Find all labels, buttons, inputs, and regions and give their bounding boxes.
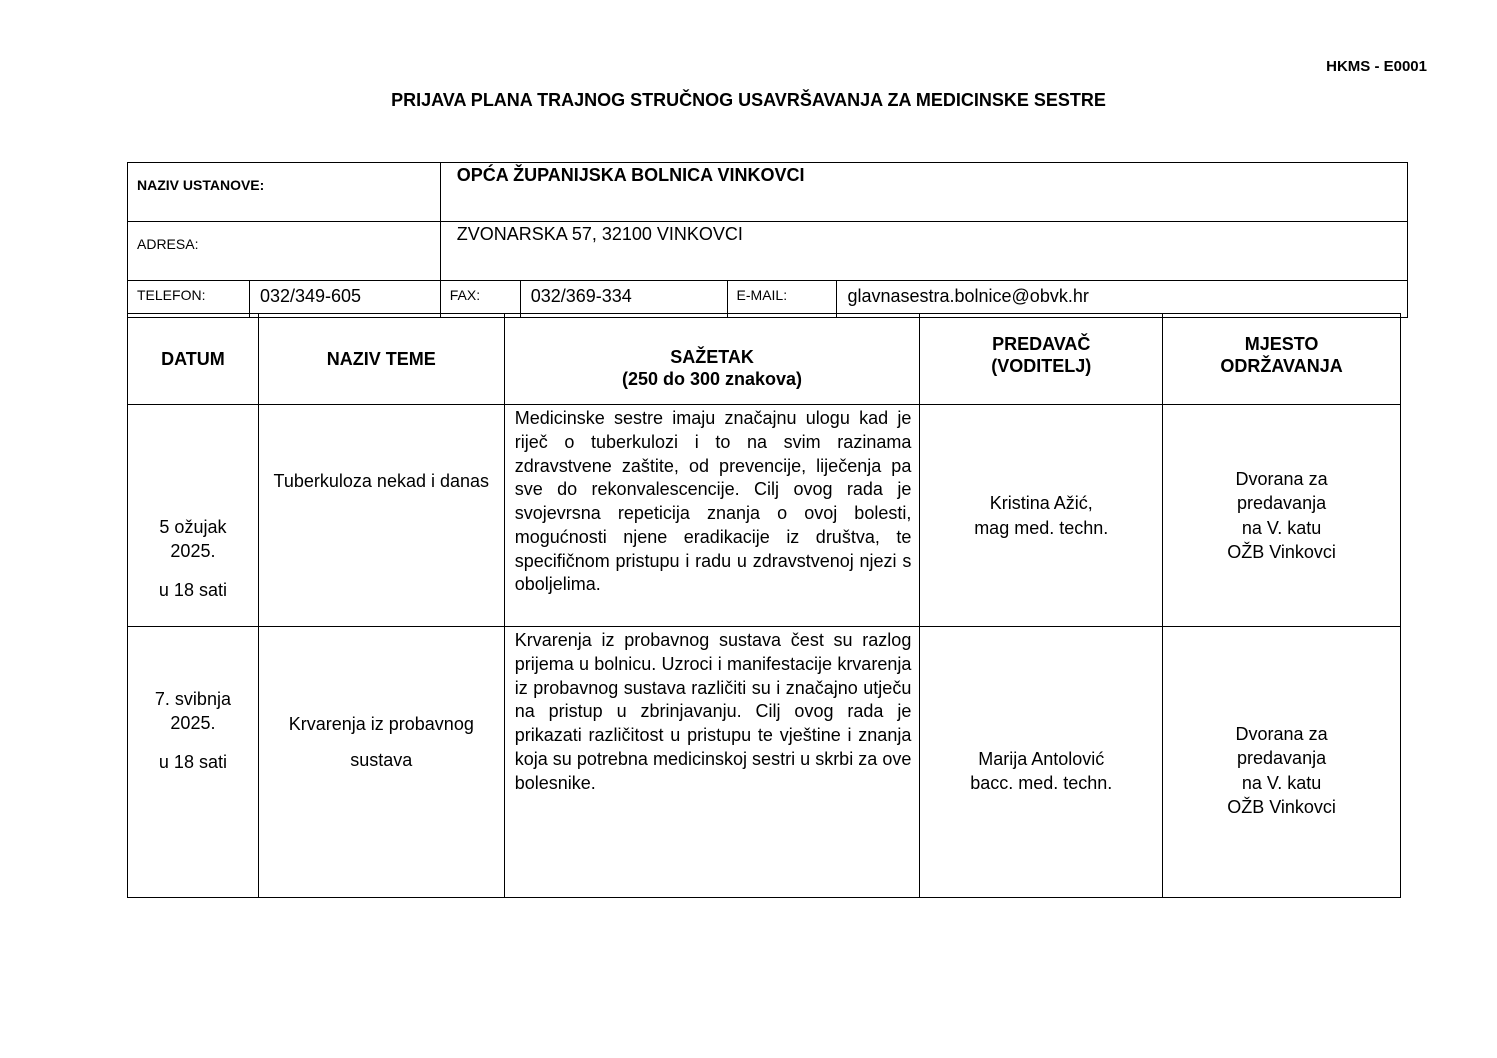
institution-name: OPĆA ŽUPANIJSKA BOLNICA VINKOVCI: [440, 163, 1407, 222]
row-topic: Tuberkuloza nekad i danas: [258, 405, 504, 627]
header-abstract: SAŽETAK (250 do 300 znakova): [504, 314, 920, 405]
fax-value: 032/369-334: [520, 281, 727, 318]
header-venue: MJESTO ODRŽAVANJA: [1163, 314, 1401, 405]
row-abstract: Medicinske sestre imaju značajnu ulogu kad je riječ o tuberkulozi i to na svim razinama zdravstvene zaštite, od prevencije, liječenja pa sve do rekonvalescencije. Cilj ovog rada je svojevrsna repeticija znanja o ovoj bolesti, mogućnosti njene eradikacije iz društva, te specifičnom pristupu i radu u zdravstvenoj njezi s oboljelima.: [504, 405, 920, 627]
email-label: E-MAIL:: [727, 281, 837, 318]
row-topic: Krvarenja iz probavnog sustava: [258, 627, 504, 898]
row-date: 7. svibnja 2025. u 18 sati: [128, 627, 259, 898]
education-plan-table: [127, 313, 1401, 898]
email-value: glavnasestra.bolnice@obvk.hr: [837, 281, 1408, 318]
institution-name-label: NAZIV USTANOVE:: [128, 163, 441, 222]
row-venue: Dvorana za predavanja na V. katu OŽB Vinkovci: [1163, 627, 1401, 898]
form-code: HKMS - E0001: [1326, 58, 1427, 75]
phone-value: 032/349-605: [249, 281, 440, 318]
address-value: ZVONARSKA 57, 32100 VINKOVCI: [440, 222, 1407, 281]
address-label: ADRESA:: [128, 222, 441, 281]
institution-table: [127, 162, 1408, 318]
table-header-row: [128, 314, 1401, 405]
row-date: 5 ožujak 2025. u 18 sati: [128, 405, 259, 627]
row-abstract: Krvarenja iz probavnog sustava čest su razlog prijema u bolnicu. Uzroci i manifestacije krvarenja iz probavnog sustava različiti su i značajno utječu na pristup u zbrinjavanju. Cilj ovog rada je prikazati različitost u pristupu te vještine i znanja koja su potrebna medicinskoj sestri u skrbi za ove bolesnike.: [504, 627, 920, 898]
row-lecturer: Marija Antolović bacc. med. techn.: [920, 627, 1163, 898]
header-topic: NAZIV TEME: [258, 314, 504, 405]
table-row: [128, 405, 1401, 627]
header-date: DATUM: [128, 314, 259, 405]
row-venue: Dvorana za predavanja na V. katu OŽB Vinkovci: [1163, 405, 1401, 627]
table-row: [128, 627, 1401, 898]
phone-label: TELEFON:: [128, 281, 250, 318]
fax-label: FAX:: [440, 281, 520, 318]
row-lecturer: Kristina Ažić, mag med. techn.: [920, 405, 1163, 627]
header-lecturer: PREDAVAČ (VODITELJ): [920, 314, 1163, 405]
document-title: PRIJAVA PLANA TRAJNOG STRUČNOG USAVRŠAVANJA ZA MEDICINSKE SESTRE: [391, 90, 1106, 110]
